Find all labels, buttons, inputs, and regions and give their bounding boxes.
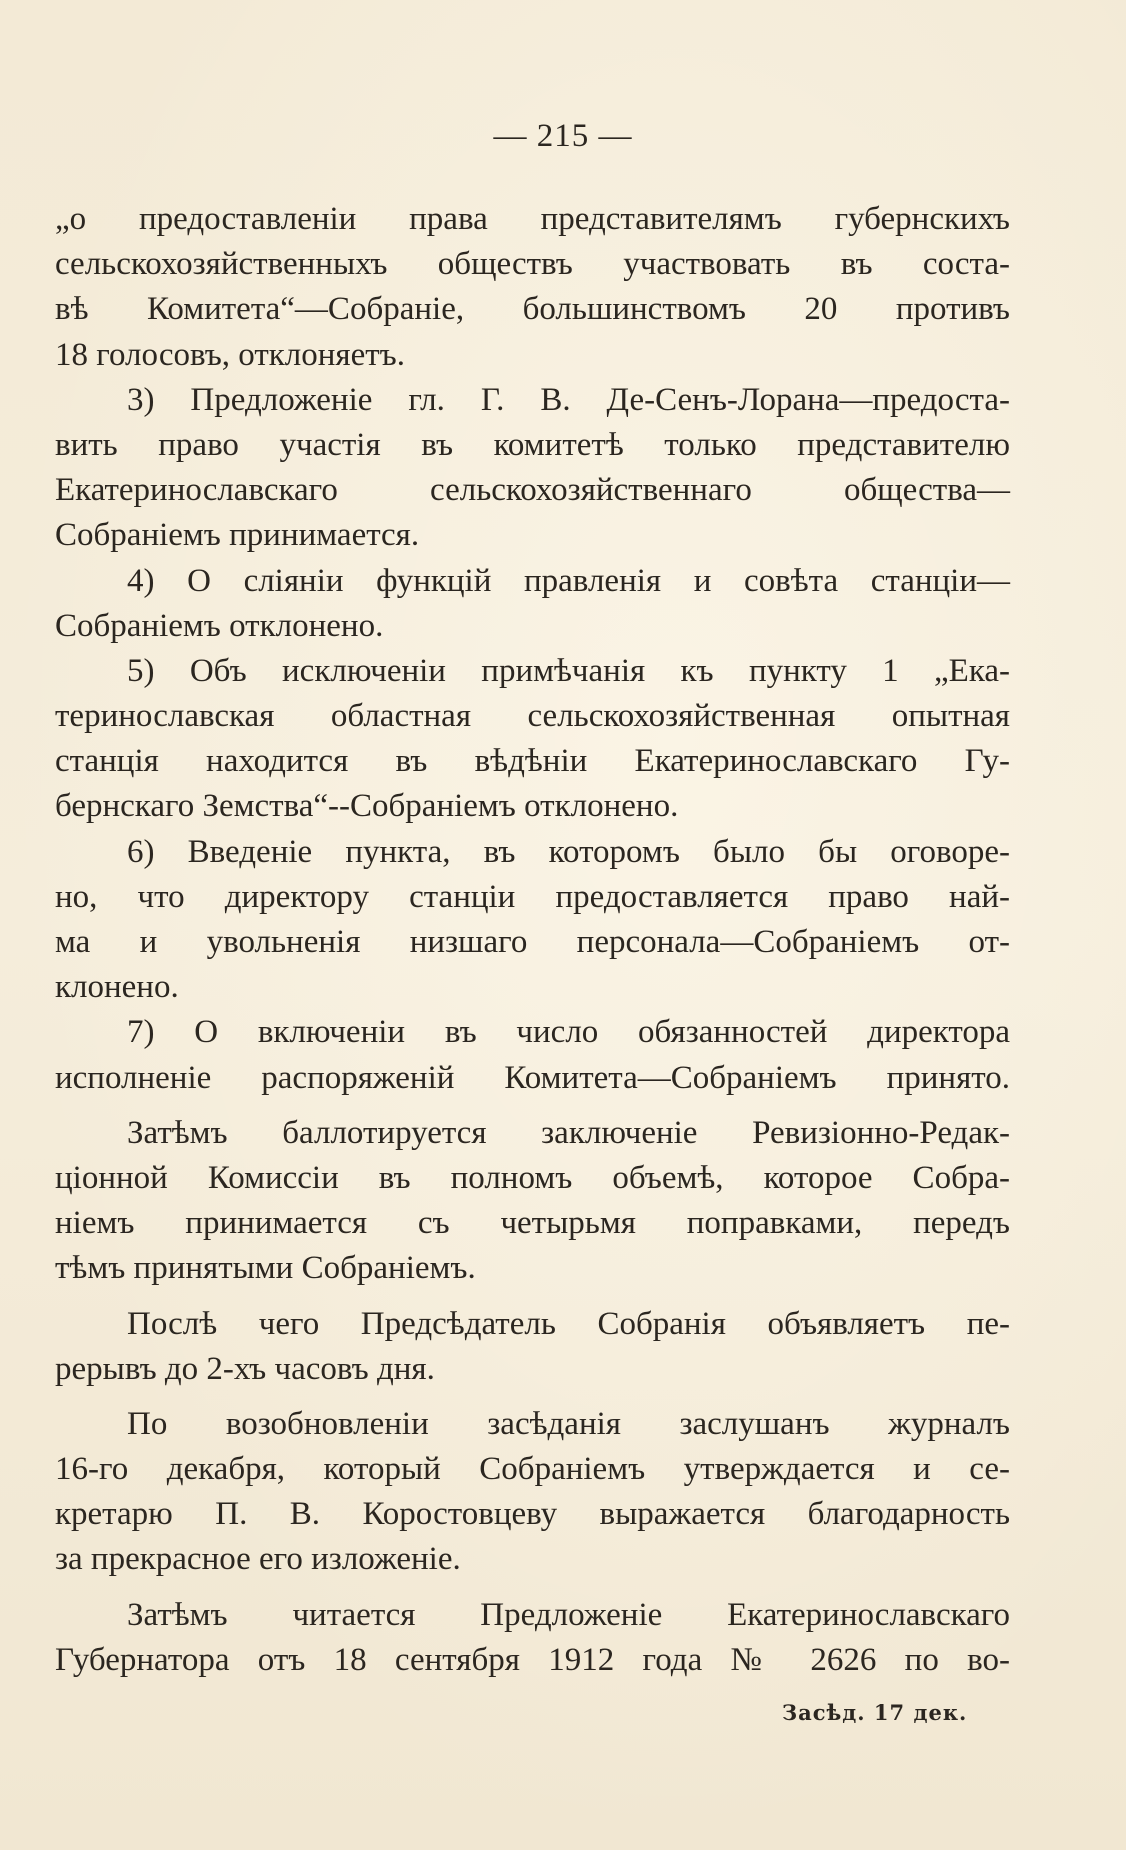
paragraph-gap xyxy=(55,1292,1010,1302)
text-line: „о предоставленіи права представителямъ губернскихъ xyxy=(55,201,1010,237)
text-line: 3) Предложеніе гл. Г. В. Де-Сенъ-Лорана—предоста- xyxy=(127,381,1010,418)
text-line: 5) Объ исключеніи примѣчанія къ пункту 1 „Ека- xyxy=(127,652,1010,689)
body-text xyxy=(55,197,1010,1683)
text-line: кретарю П. В. Коростовцеву выражается благодарность xyxy=(55,1496,1010,1533)
text-line: бернскаго Земства“--Собраніемъ отклонено. xyxy=(55,788,679,825)
text-line: Екатеринославскаго сельскохозяйственнаго общества— xyxy=(55,472,1010,509)
text-line: исполненіе распоряженій Комитета—Собраніемъ принято. xyxy=(55,1059,1010,1096)
text-line: ціонной Комиссіи въ полномъ объемѣ, которое Собра- xyxy=(55,1159,1010,1196)
text-line: 18 голосовъ, отклоняетъ. xyxy=(55,336,405,373)
text-line: Собраніемъ отклонено. xyxy=(55,607,384,644)
signature-mark: Засѣд. 17 дек. xyxy=(782,1700,968,1725)
page-number: — 215 — xyxy=(493,118,633,154)
paragraph-gap xyxy=(55,1392,1010,1402)
text-line: за прекрасное его изложеніе. xyxy=(55,1541,461,1578)
text-line: клонено. xyxy=(55,969,179,1006)
text-line: 4) О сліяніи функцій правленія и совѣта станціи— xyxy=(127,562,1010,599)
text-line: Губернатора отъ 18 сентября 1912 года № 2626 по во- xyxy=(55,1641,1010,1678)
text-line: Собраніемъ принимается. xyxy=(55,517,420,554)
text-line: тѣмъ принятыми Собраніемъ. xyxy=(55,1250,476,1287)
text-line: рерывъ до 2-хъ часовъ дня. xyxy=(55,1350,435,1387)
text-line: Затѣмъ баллотируется заключеніе Ревизіонно-Редак- xyxy=(127,1114,1010,1151)
paragraph-gap xyxy=(55,1583,1010,1593)
text-line: вить право участія въ комитетѣ только представителю xyxy=(55,426,1010,463)
text-line: ма и увольненія низшаго персонала—Собраніемъ от- xyxy=(55,924,1010,960)
text-line: 16-го декабря, который Собраніемъ утверждается и се- xyxy=(55,1451,1010,1488)
text-line: сельскохозяйственныхъ обществъ участвовать въ соста- xyxy=(55,246,1010,283)
text-line: 6) Введеніе пункта, въ которомъ было бы оговоре- xyxy=(127,833,1010,870)
paragraph-gap xyxy=(55,1101,1010,1111)
text-line: но, что директору станціи предоставляется право най- xyxy=(55,878,1010,915)
text-line: вѣ Комитета“—Собраніе, большинствомъ 20 противъ xyxy=(55,291,1010,328)
text-line: Послѣ чего Предсѣдатель Собранія объявляетъ пе- xyxy=(127,1305,1010,1342)
text-line: Затѣмъ читается Предложеніе Екатеринославскаго xyxy=(127,1596,1010,1633)
text-line: теринославская областная сельскохозяйственная опытная xyxy=(55,698,1010,735)
text-line: станція находится въ вѣдѣніи Екатеринославскаго Гу- xyxy=(55,743,1010,780)
text-line: ніемъ принимается съ четырьмя поправками, передъ xyxy=(55,1205,1010,1242)
text-line: По возобновленіи засѣданія заслушанъ журналъ xyxy=(127,1405,1010,1442)
text-line: 7) О включеніи въ число обязанностей директора xyxy=(127,1014,1010,1051)
